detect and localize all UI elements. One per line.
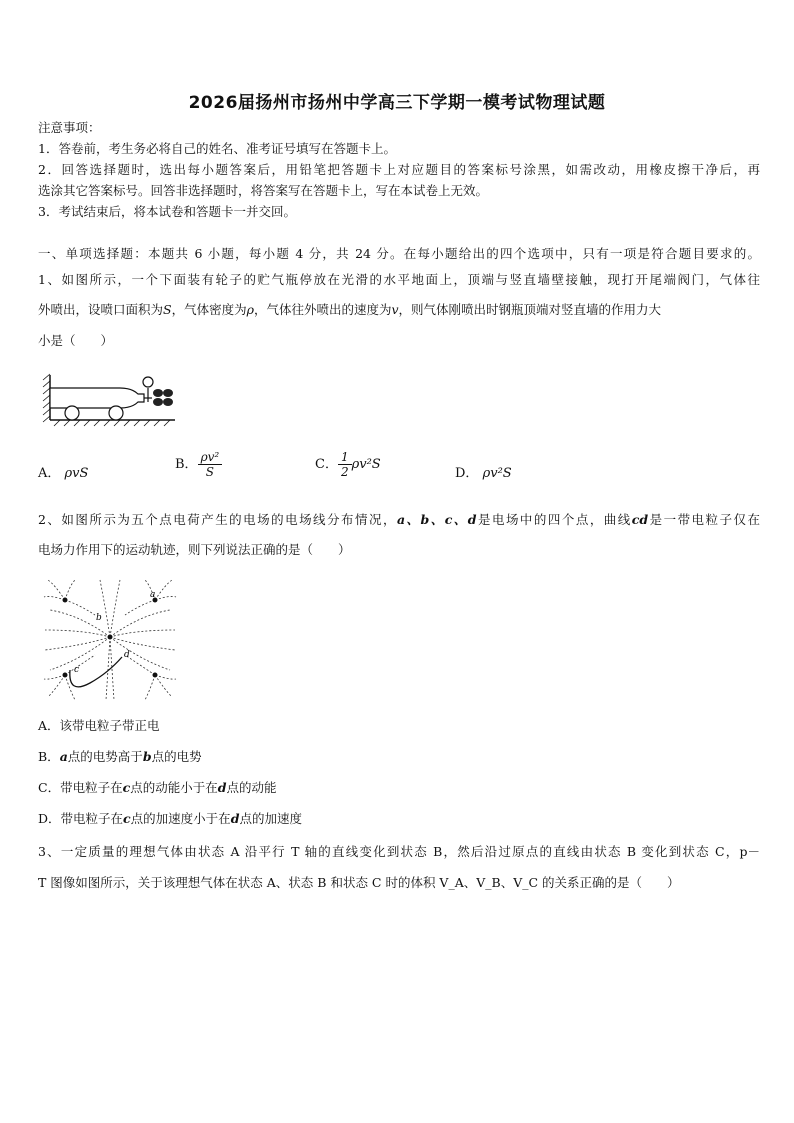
q1-figure-gas-cylinder (40, 370, 190, 430)
q1-line2: 外喷出，设喷口面积为S，气体密度为ρ，气体往外喷出的速度为v，则气体刚喷出时钢瓶顶端对竖直墙的作用力大 (38, 302, 662, 317)
q2-option-d[interactable]: D．带电粒子在c点的加速度小于在d点的加速度 (38, 811, 302, 826)
page-title: 2026届扬州市扬州中学高三下学期一模考试物理试题 (188, 93, 606, 113)
notice-item-2-cont: 选涂其它答案标号。回答非选择题时，将答案写在答题卡上，写在本试卷上无效。 (38, 183, 489, 198)
fig-label-a: a (150, 590, 156, 600)
section-heading: 一、单项选择题：本题共 6 小题，每小题 4 分，共 24 分。在每小题给出的四个选项中，只有一项是符合题目要求的。 (38, 246, 760, 261)
notice-heading: 注意事项： (38, 120, 101, 135)
q2-option-a[interactable]: A．该带电粒子带正电 (38, 718, 160, 733)
q2-option-c[interactable]: C．带电粒子在c点的动能小于在d点的动能 (38, 780, 277, 795)
q1-line1: 1、如图所示，一个下面装有轮子的贮气瓶停放在光滑的水平地面上，顶端与竖直墙壁接触，现打开尾端阀门，气体往 (38, 272, 760, 287)
q1-line3: 小是（ ） (38, 333, 114, 348)
q1-option-b[interactable]: B． $\frac{\text{ρv²}}{S}$ (175, 450, 222, 479)
fig-label-d: d (124, 650, 130, 660)
q3-line1: 3、一定质量的理想气体由状态 A 沿平行 T 轴的直线变化到状态 B，然后沿过原点的直线由状态 B 变化到状态 C，p－ (38, 844, 760, 859)
notice-item-3: 3．考试结束后，将本试卷和答题卡一并交回。 (38, 204, 296, 219)
notice-item-1: 1．答卷前，考生务必将自己的姓名、准考证号填写在答题卡上。 (38, 141, 396, 156)
fig-label-c: c (74, 665, 80, 675)
q2-line2: 电场力作用下的运动轨迹，则下列说法正确的是（ ） (38, 542, 351, 557)
q1-option-a[interactable]: A． ρvS (38, 466, 89, 481)
fig-label-b: b (96, 613, 102, 623)
notice-item-2: 2．回答选择题时，选出每小题答案后，用铅笔把答题卡上对应题目的答案标号涂黑，如需改动，用橡皮擦干净后，再 (38, 162, 760, 177)
q1-option-c[interactable]: C． $\frac{1}{2}$ ρv²S (315, 450, 381, 479)
q2-option-b[interactable]: B．a点的电势高于b点的电势 (38, 749, 202, 764)
q2-figure-field-lines (40, 575, 180, 705)
q2-line1: 2、如图所示为五个点电荷产生的电场的电场线分布情况，a、b、c、d是电场中的四个点，曲线cd是一带电粒子仅在 (38, 512, 760, 527)
q1-option-d[interactable]: D． ρv²S (455, 466, 512, 481)
q3-line2: T 图像如图所示，关于该理想气体在状态 A、状态 B 和状态 C 时的体积 V_A、V_B、V_C 的关系正确的是（ ） (38, 875, 680, 890)
